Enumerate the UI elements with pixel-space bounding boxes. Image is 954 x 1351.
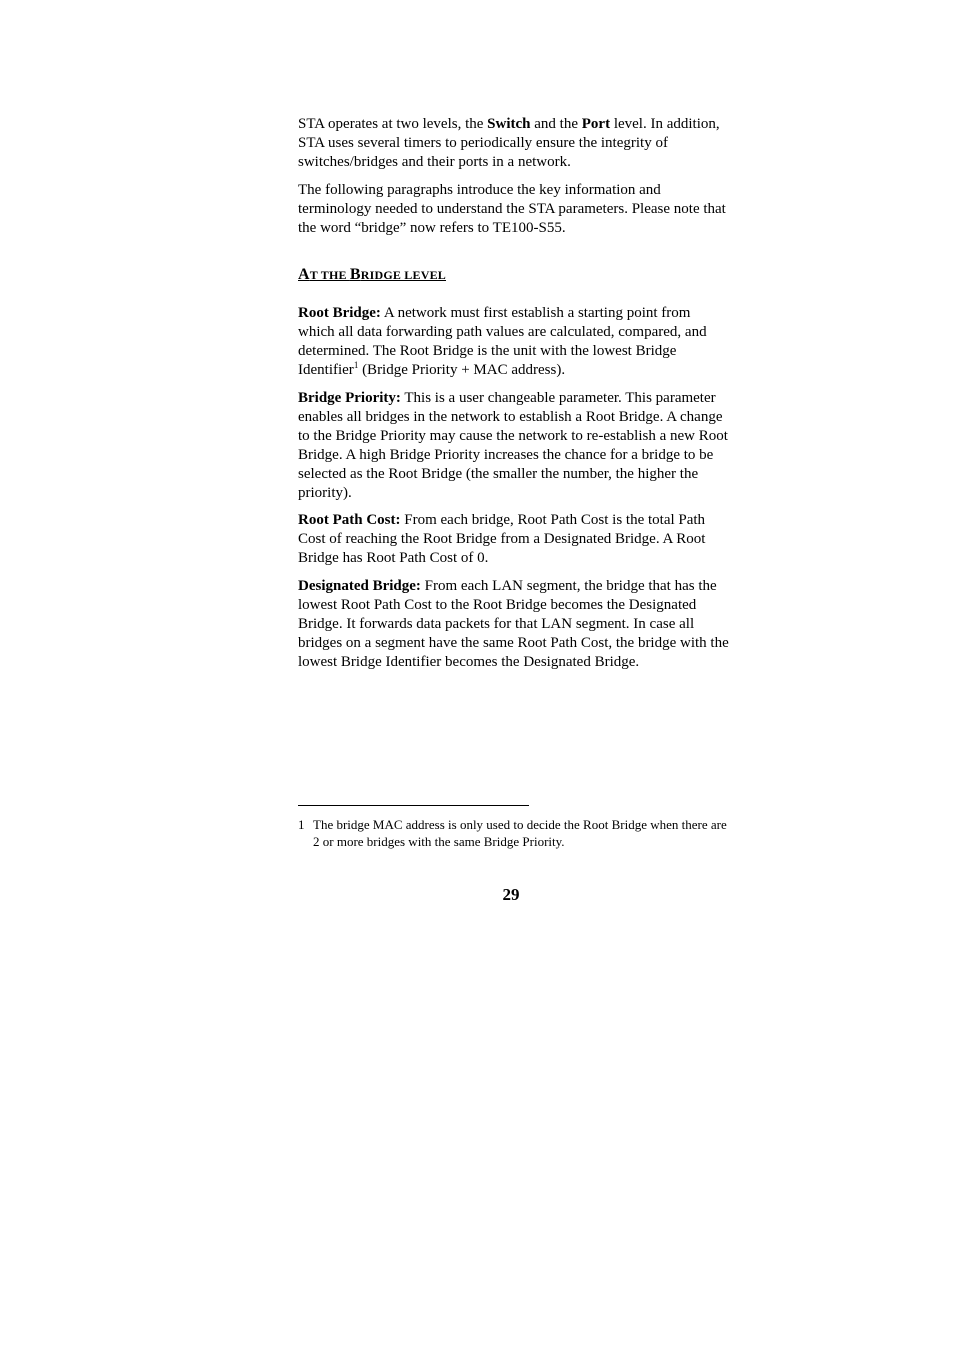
definition-term: Designated Bridge: — [298, 578, 421, 595]
page-number: 29 — [502, 885, 520, 904]
section-heading: AT THE BRIDGE LEVEL — [298, 266, 446, 284]
footnote-divider — [298, 805, 529, 806]
port-term: Port — [581, 116, 611, 132]
footnote — [298, 816, 730, 850]
definition-bridge-priority: Bridge Priority: This is a user changeable parameter. This parameter enables all bridges in the network to establish a Root Bridge. A change to the Bridge Priority may cause the network to re-establish a new Root Bridge. A high Bridge Priority increases the chance for a bridge to be selected as the Root Bridge (the smaller the number, the higher the priority). — [298, 389, 728, 501]
definition-root-path-cost: Root Path Cost: From each bridge, Root Path Cost is the total Path Cost of reaching the Root Bridge from a Designated Bridge. A Root Bridge has Root Path Cost of 0. — [298, 512, 706, 567]
intro-paragraph-2: The following paragraphs introduce the key information and terminology needed to understand the STA parameters. Please note that the word “bridge” now refers to TE100-S55. — [298, 181, 726, 236]
intro-paragraph-1: STA operates at two levels, the Switch and the Port level. In addition, STA uses several timers to periodically ensure the integrity of switches/bridges and their ports in a network. — [298, 116, 720, 170]
footnote-text: The bridge MAC address is only used to decide the Root Bridge when there are 2 or more bridges with the same Bridge Priority. — [313, 817, 727, 849]
switch-term: Switch — [487, 116, 531, 132]
definition-root-bridge: Root Bridge: A network must first establish a starting point from which all data forwarding path values are calculated, compared, and determined. The Root Bridge is the unit with the lowest Bridge Identifier$^1$ (Bridge Priority + MAC address). — [298, 305, 707, 379]
definition-designated-bridge: Designated Bridge: From each LAN segment, the bridge that has the lowest Root Path Cost to the Root Bridge becomes the Designated Bridge. It forwards data packets for that LAN segment. In case all bridges on a segment have the same Root Path Cost, the bridge with the lowest Bridge Identifier becomes the Designated Bridge. — [298, 578, 729, 670]
footnote-number: 1 — [298, 817, 305, 832]
page-body — [298, 115, 730, 681]
definition-term: Root Bridge: — [298, 305, 381, 322]
definition-term: Root Path Cost: — [298, 512, 401, 529]
footnote-reference: 1 — [353, 360, 359, 371]
definition-term: Bridge Priority: — [298, 389, 401, 406]
